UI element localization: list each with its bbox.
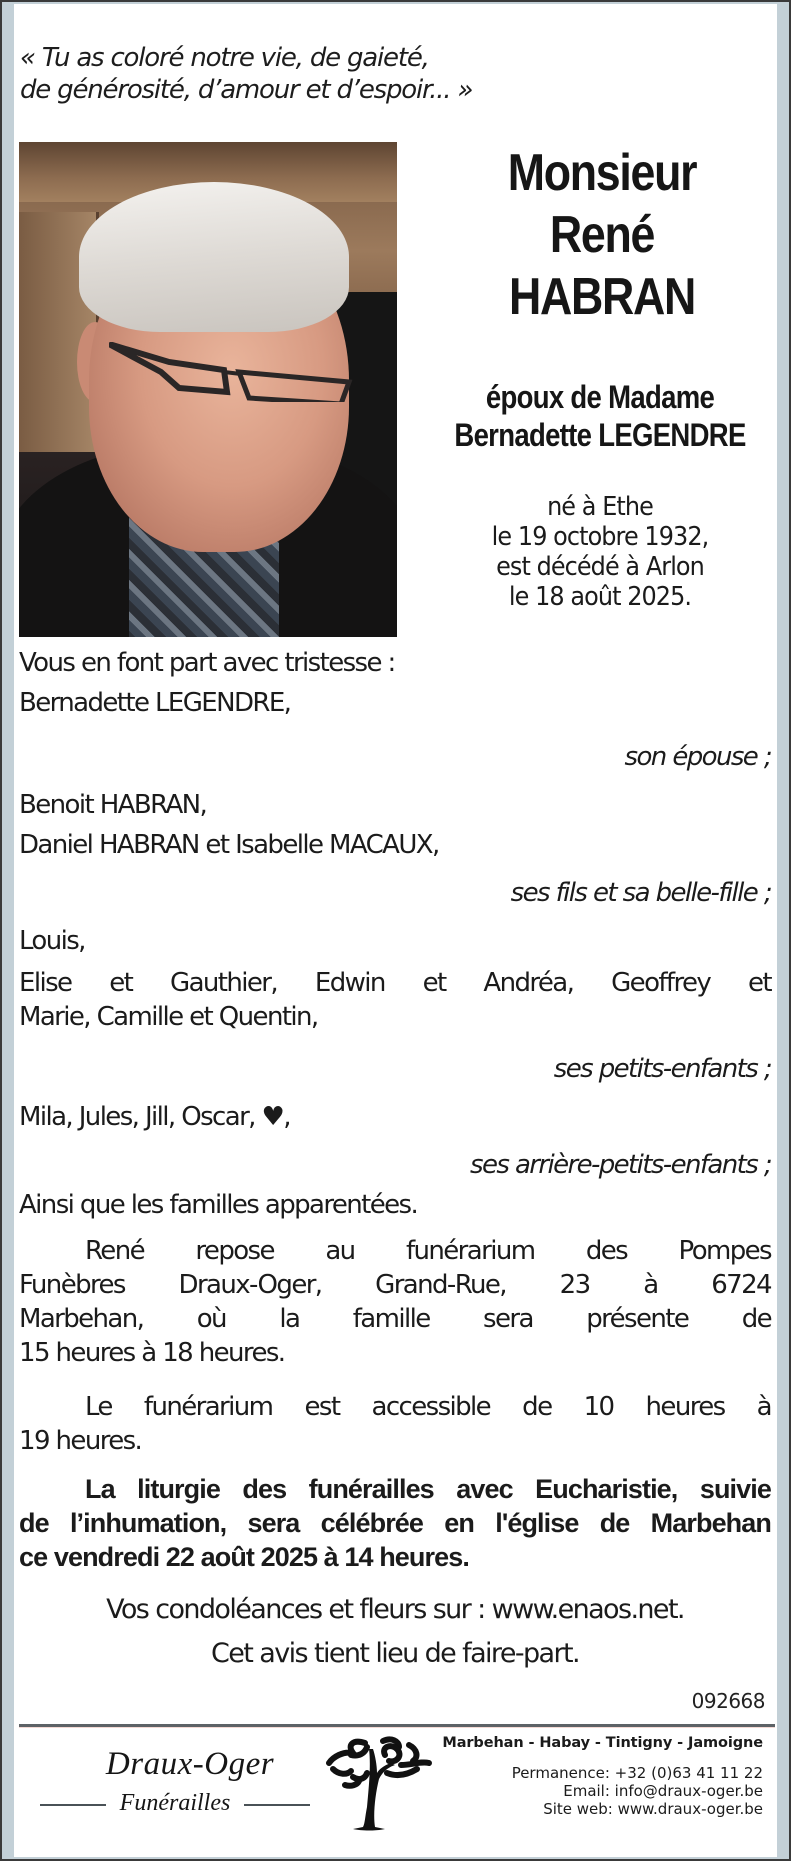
funeral-home-logo-subtitle [40,1790,310,1820]
first-name: René [549,206,655,264]
family-name: Benoit HABRAN, [19,790,207,820]
funeral-home-website: Site web: www.draux-oger.be [543,1800,763,1818]
condolences-line: Vos condoléances et fleurs sur : www.enaos.net. [106,1594,684,1625]
family-name: Daniel HABRAN et Isabelle MACAUX, [19,830,439,860]
funeral-home-email: Email: info@draux-oger.be [563,1782,763,1800]
ceremony-line-2: de l’inhumation, sera célébrée en l'église de Marbehan [19,1508,771,1538]
reference-number: 092668 [691,1689,765,1713]
family-name: Mila, Jules, Jill, Oscar, ♥, [19,1102,290,1132]
logo-subtitle-text: Funérailles [119,1790,231,1816]
family-list [19,0,771,1861]
funerarium-line-2: Funèbres Draux-Oger, Grand-Rue, 23 à 6724 [19,1270,771,1300]
family-relation: ses fils et sa belle-fille ; [510,878,771,908]
footer-divider [19,1724,775,1727]
faire-part-line: Cet avis tient lieu de faire-part. [211,1638,579,1669]
funerarium-access-line-1: Le funérarium est accessible de 10 heures à [85,1392,771,1422]
spouse-line-2: Bernadette LEGENDRE [454,417,746,453]
family-relation: ses petits-enfants ; [553,1054,771,1084]
family-name: Bernadette LEGENDRE, [19,688,291,718]
family-name: Louis, [19,926,85,956]
birth-date: le 19 octobre 1932, [491,522,709,552]
family-intro: Vous en font part avec tristesse : [19,648,395,678]
family-name: Marie, Camille et Quentin, [19,1002,318,1032]
funeral-home-logo-name: Draux-Oger [105,1746,275,1782]
death-place: est décédé à Arlon [496,552,704,582]
funerarium-line-1: René repose au funérarium des Pompes [85,1236,771,1266]
quote-line-2: de générosité, d’amour et d’espoir... » [20,75,473,105]
family-closing: Ainsi que les familles apparentées. [19,1190,418,1220]
tree-logo-icon [325,1735,435,1835]
ceremony-line-3: ce vendredi 22 août 2025 à 14 heures. [19,1542,469,1572]
funeral-home-phone: Permanence: +32 (0)63 41 11 22 [511,1764,763,1782]
ceremony-line-1: La liturgie des funérailles avec Eucharistie, suivie [85,1474,771,1504]
logo-dash-right [244,1804,310,1806]
family-relation: son épouse ; [624,742,771,772]
death-date: le 18 août 2025. [508,582,692,612]
quote-line-1: « Tu as coloré notre vie, de gaieté, [20,43,429,73]
honorific: Monsieur [507,144,697,202]
family-name: Elise et Gauthier, Edwin et Andréa, Geoffrey et [19,968,771,998]
spouse-line-1: époux de Madame [485,379,715,415]
funeral-home-towns: Marbehan - Habay - Tintigny - Jamoigne [442,1735,763,1751]
funerarium-line-3: Marbehan, où la famille sera présente de [19,1304,771,1334]
funerarium-line-4: 15 heures à 18 heures. [19,1338,285,1368]
family-relation: ses arrière-petits-enfants ; [470,1150,771,1180]
birth-place: né à Ethe [547,492,653,522]
funerarium-access-line-2: 19 heures. [19,1426,142,1456]
last-name: HABRAN [508,268,696,326]
